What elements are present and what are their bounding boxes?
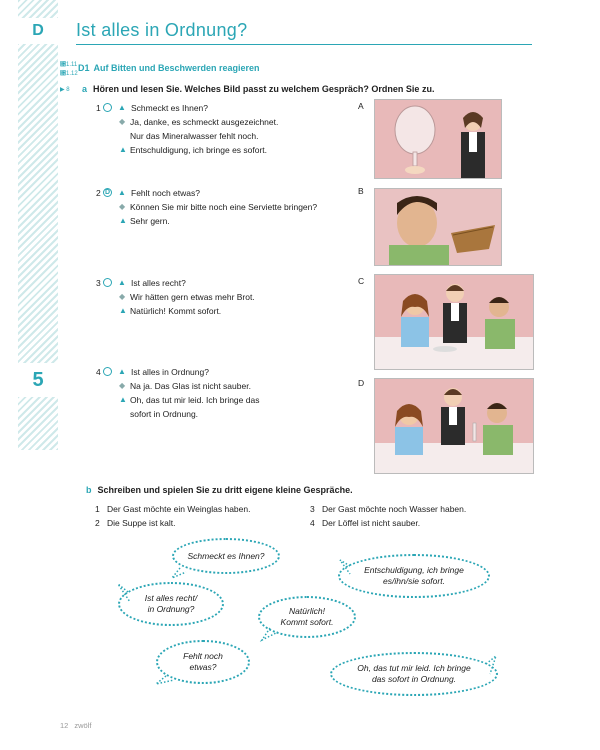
guest-marker-icon: ◆: [119, 202, 126, 211]
dialogue-line: Entschuldigung, ich bringe es sofort.: [130, 145, 268, 155]
dialogue-line: Schmeckt es Ihnen?: [131, 103, 209, 113]
dialogue-number: 1: [96, 103, 101, 113]
list-item: 1 Der Gast möchte ein Weinglas haben.: [95, 504, 251, 514]
speech-bubble: Natürlich! Kommt sofort.: [258, 596, 356, 638]
guest-marker-icon: ◆: [119, 117, 126, 126]
guest-marker-icon: ◆: [119, 292, 126, 301]
list-item: 4 Der Löffel ist nicht sauber.: [310, 518, 421, 528]
page-footer: [60, 721, 91, 730]
dialogue-line: sofort in Ordnung.: [130, 409, 199, 419]
list-item: 2 Die Suppe ist kalt.: [95, 518, 176, 528]
dialogue-line: Ja, danke, es schmeckt ausgezeichnet.: [130, 117, 279, 127]
list-item: 3 Der Gast möchte noch Wasser haben.: [310, 504, 467, 514]
page-title: Ist alles in Ordnung?: [76, 20, 248, 40]
task-a-letter: a: [82, 84, 88, 94]
speech-bubble: Ist alles recht/ in Ordnung?: [118, 582, 224, 626]
picture-label-d: D: [358, 378, 365, 388]
dialogue-line: Können Sie mir bitte noch eine Serviette bringen?: [130, 202, 318, 212]
page-number: 12: [60, 721, 69, 730]
guest-marker-icon: ◆: [119, 381, 126, 390]
dialogue-number: 2: [96, 188, 101, 198]
picture-label-b: B: [358, 186, 364, 196]
dialogue-number: 4: [96, 367, 101, 377]
waiter-marker-icon: ▲: [118, 103, 126, 112]
waiter-marker-icon: ▲: [118, 278, 126, 287]
dialogue-line: Fehlt noch etwas?: [131, 188, 200, 198]
picture-label-a: A: [358, 101, 364, 111]
task-b-text: Schreiben und spielen Sie zu dritt eigene kleine Gespräche.: [97, 485, 353, 495]
waiter-marker-icon: ▲: [119, 216, 127, 225]
dialogue-number: 3: [96, 278, 101, 288]
dialogue-line: Oh, das tut mir leid. Ich bringe das: [130, 395, 260, 405]
dialogue-line: Nur das Mineralwasser fehlt noch.: [130, 131, 259, 141]
speech-bubble: Entschuldigung, ich bringe es/ihn/sie sofort.: [338, 554, 490, 598]
answer-circle[interactable]: D: [104, 189, 111, 196]
section-letter: D: [18, 18, 58, 44]
waiter-marker-icon: ▲: [119, 395, 127, 404]
track-1[interactable]: ␹1.11: [60, 62, 78, 68]
speech-bubble: Oh, das tut mir leid. Ich bringe das sofort in Ordnung.: [330, 652, 498, 696]
task-b-letter: b: [86, 485, 92, 495]
picture-label-c: C: [358, 276, 365, 286]
dialogue-line: Natürlich! Kommt sofort.: [130, 306, 222, 316]
waiter-marker-icon: ▲: [118, 367, 126, 376]
exercise-title: Auf Bitten und Beschwerden reagieren: [93, 63, 260, 73]
dialogue-line: Sehr gern.: [130, 216, 170, 226]
waiter-marker-icon: ▲: [118, 188, 126, 197]
dialogue-line: Na ja. Das Glas ist nicht sauber.: [130, 381, 251, 391]
video-play-icon[interactable]: ▶ 8: [60, 87, 70, 93]
speech-bubble: Fehlt noch etwas?: [156, 640, 250, 684]
waiter-marker-icon: ▲: [119, 145, 127, 154]
unit-number: 5: [18, 363, 58, 397]
speech-bubble: Schmeckt es Ihnen?: [172, 538, 280, 574]
track-2[interactable]: ␹1.12: [60, 71, 78, 77]
exercise-label: D1: [78, 63, 90, 73]
dialogue-line: Wir hätten gern etwas mehr Brot.: [130, 292, 255, 302]
page-word: zwölf: [74, 721, 92, 730]
task-a-text: Hören und lesen Sie. Welches Bild passt zu welchem Gespräch? Ordnen Sie zu.: [93, 84, 435, 94]
dialogue-line: Ist alles recht?: [131, 278, 186, 288]
dialogue-line: Ist alles in Ordnung?: [131, 367, 209, 377]
waiter-marker-icon: ▲: [119, 306, 127, 315]
